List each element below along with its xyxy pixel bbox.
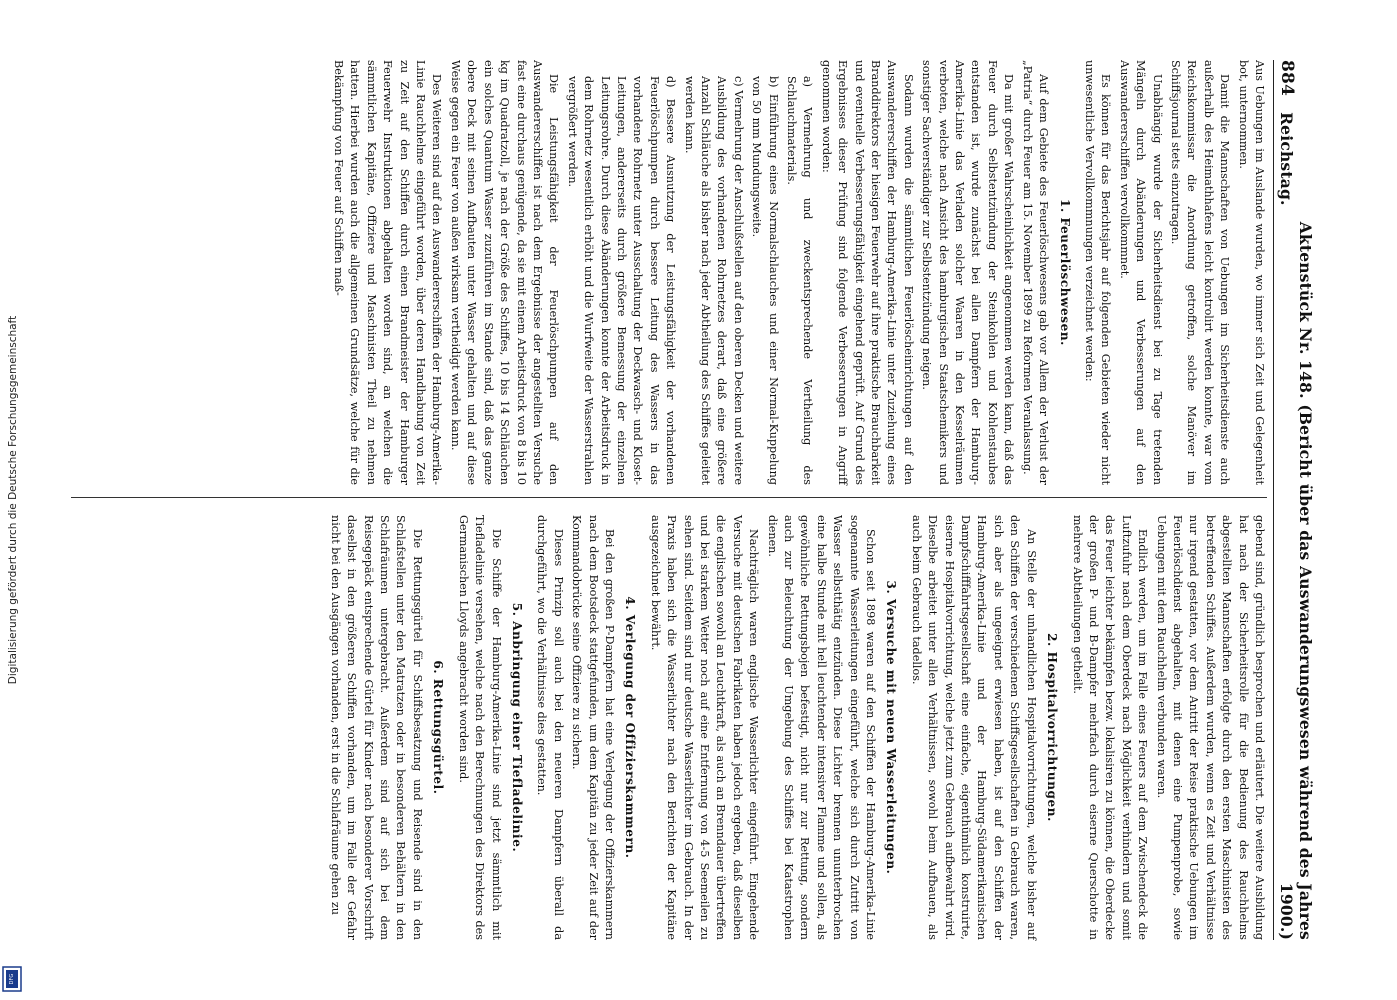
paragraph: Damit die Mannschaften von Uebungen im Sicherheitsdienste auch außerhalb des Heimathhafens leicht kontrolirt werden konnte, war vom Reichskommissar die Anordnung getroffen, solche Manöver im Schiffsjournal stets einzutragen. <box>1168 60 1232 485</box>
list-item: a) Vermehrung und zweckentsprechende Vertheilung des Schlauchmaterials. <box>785 76 815 485</box>
paragraph: Da mit großer Wahrscheinlichkeit angenommen werden kann, daß das Feuer durch Selbstentzündung der Steinkohlen und Kohlenstaubes entstanden ist, wurde zunächst bei allen Dampfern der Hamburg-Amerika-Linie das Verladen solcher Waaren in den Kesselräumen verboten, welche nach Ansicht des hamburgischen Staatschemikers und sonstiger Sachverständiger zur Selbstentzündung neigen. <box>920 60 1016 485</box>
digitization-credit-strip <box>0 0 26 1000</box>
paragraph: Dieses Prinzip soll auch bei den neueren Dampfern überall da durchgeführt, wo die Verhältnisse dies gestatten. <box>535 515 565 940</box>
page-header <box>1273 60 1315 940</box>
header-title: Aktenstück Nr. 148. (Bericht über das Auswanderungswesen während des Jahres 1900.) <box>1277 221 1315 940</box>
paragraph: Die Rettungsgürtel für Schiffsbesatzung und Reisende sind in den Schlafstellen unter den Matratzen oder in besonderen Behältern in den Schlafräumen untergebracht. Außerdem sind auf sich bei dem Reisegepäck entsprechende Gürtel für Kinder nach besonderer Vorschrift daselbst in den größeren Schiffen vorhanden, um im Falle der Gefahr nicht bei den Ausgängen vorhanden, erst in die Schlafräume gehen zu <box>328 515 424 940</box>
paragraph: Aus Uebungen im Auslande wurden, wo immer sich Zeit und Gelegenheit bot, unternommen. <box>1236 60 1266 485</box>
digitization-credit-text: Digitalisierung gefördert durch die Deutsche Forschungsgemeinschaft <box>7 315 19 685</box>
paragraph: Unabhängig wurde der Sicherheitsdienst bei zu Tage tretenden Mängeln durch Abänderungen und Verbesserungen auf den Auswandererschiffen vervollkommnet. <box>1117 60 1164 485</box>
section-heading: 6. Rettungsgürtel. <box>431 660 446 795</box>
section-heading: 4. Verlegung der Offizierskammern. <box>623 596 638 859</box>
page-number: 884 <box>1277 60 1297 97</box>
paragraph: Sodann wurden die sämmtlichen Feuerlöscheinrichtungen auf den Auswandererschiffen der Hamburg-Amerika-Linie unter Zuziehung eines Branddirektors der hiesigen Feuerwehr auf ihre praktische Brauchbarkeit und eventuelle Verbesserungsfähigkeit eingehend geprüft. Auf Grund des Ergebnisses dieser Prüfung sind folgende Verbesserungen in Angriff genommen worden: <box>819 60 915 485</box>
paragraph: Die Leistungsfähigkeit der Feuerlöschpumpen auf den Auswandererschiffen ist nach dem Ergebnisse der angestellten Versuche fast eine durchaus genügende, da sie mit einem Arbeitsdruck von 8 bis 10 kg im Quadratzoll, je nach der Größe des Schiffes, 10 bis 14 Schläuchen ein solches Quantum Wasser zuzuführen im Stande sind, daß das ganze obere Deck mit seinen Aufbauten unter Wasser gehalten und auf diese Weise gegen ein Feuer von außen wirksam vertheidigt werden kann. <box>448 60 561 485</box>
section-heading: 5. Anbringung einer Tiefladelinie. <box>509 602 524 853</box>
paragraph: Endlich werden, um im Falle eines Feuers auf dem Zwischendeck die Luftzufuhr nach dem Oberdeck nach Möglichkeit verhindern und somit das Feuer leichter bekämpfen bezw. lokalisiren zu können, die Oberdecke der großen P- und B-Dampfer mehrfach durch eiserne Querschotte in mehrere Abtheilungen getheilt. <box>1070 515 1150 940</box>
dfg-logo-icon <box>2 966 22 992</box>
paragraph: gebend sind, gründlich besprochen und erläutert. Die weitere Ausbildung hat nach der Sicherheitsrolle für die Bedienung des Rauchhelms abgestellten Mannschaften erfolgte durch den ersten Maschinisten des betreffenden Schiffes. Außerdem wurden, wenn es Zeit und Verhältnisse nur irgend gestatten, vor dem Antritt der Reise praktische Uebungen im Feuerlöschdienst abgehalten, mit denen eine Pumpenprobe, sowie Uebungen mit dem Rauchhelm verbunden waren. <box>1154 515 1266 940</box>
paragraph: Auf dem Gebiete des Feuerlöschwesens gab vor Allem der Verlust der „Patria“ durch Feuer am 15. November 1899 zu Reformen Veranlassung. <box>1020 60 1051 485</box>
left-column <box>328 60 1267 485</box>
list-item: b) Einführung eines Normalschlauches und einer Normal-Kuppelung von 50 mm Mundungsweite. <box>750 76 780 485</box>
document-page <box>61 50 1315 950</box>
paragraph: Bei den großen P-Dampfern hat eine Verlegung der Offizierskammern nach dem Bootsdeck stattgefunden, um dem Kapitän zu jeder Zeit auf der Kommandobrücke seine Offiziere zu sichern. <box>570 515 616 940</box>
paragraph: Des Weiteren sind auf den Auswandererschiffen der Hamburg-Amerika-Linie Rauchhelme eingeführt worden, über deren Handhabung von Zeit zu Zeit auf den Schiffen durch einen Brandmeister der Hamburger Feuerwehr Instruktionen abgehalten worden sind, an welchen die sämmtlichen Kapitäne, Offiziere und Maschinisten Theil zu nehmen hatten. Hierbei wurden auch die allgemeinen Grundsätze, welche für die Bekämpfung von Feuer auf Schiffen maß- <box>332 60 444 485</box>
scanned-page-area <box>56 40 1316 960</box>
paragraph: Es können für das Berichtsjahr auf folgenden Gebieten wieder nicht unwesentliche Vervollkommnungen verzeichnet werden: <box>1082 60 1113 485</box>
list-item: c) Vermehrung der Anschlußstellen auf den oberen Decken und weitere Ausbildung des vorhandenen Rohrnetzes derart, daß eine größere Anzahl Schläuche als bisher nach jeder Abtheilung des Schiffes geleitet werden kann. <box>682 76 745 485</box>
section-heading: 1. Feuerlöschwesen. <box>1057 199 1072 346</box>
section-heading: 2. Hospitalvorrichtungen. <box>1045 633 1060 822</box>
dfg-logo-text: DFG <box>9 973 15 985</box>
section-heading: 3. Versuche mit neuen Wasserleitungen. <box>884 580 899 875</box>
paragraph: Nachträglich waren englische Wasserlichter eingeführt. Eingehende Versuche mit deutschen Fabrikaten haben jedoch ergeben, daß dieselben die englischen sowohl an Leuchtkraft, als auch an Brenndauer übertreffen und bei starkem Wetter noch auf eine Entfernung von 4-5 Seemeilen zu sehen sind. Seitdem sind nur deutsche Wasserlichter im Gebrauch. In der Praxis haben sich die Wasserlichter nach den Berichten der Kapitäne ausgezeichnet bewährt. <box>648 515 761 940</box>
header-section: Reichstag. <box>1277 112 1296 206</box>
column-divider <box>71 497 1267 498</box>
right-column <box>324 515 1267 940</box>
paragraph: Die Schiffe der Hamburg-Amerika-Linie sind jetzt sämmtlich mit Tiefladelinie versehen, welche nach den Berechnungen des Direktors des Germanischen Lloyds angebracht worden sind. <box>456 515 503 940</box>
paragraph: An Stelle der unhandlichen Hospitalvorrichtungen, welche bisher auf den Schiffen der verschiedenen Schiffsgesellschaften in Gebrauch waren, sich aber als ungeeignet erwiesen haben, ist auf den Schiffen der Hamburg-Amerika-Linie und der Hamburg-Südamerikanischen Dampfschifffahrtsgesellschaft eine einfache, eigenthümlich konstruirte, eiserne Hospitalvorrichtung, welche jetzt zum Gebrauch aufbewahrt wird. Dieselbe arbeitet unter allen Verhältnissen, sowohl beim Aufbauen, als auch beim Gebrauch tadellos. <box>909 515 1038 940</box>
paragraph: Schon seit 1898 waren auf den Schiffen der Hamburg-Amerika-Linie sogenannte Wasserleitungen eingeführt, welche sich durch Zutritt von Wasser selbstthätig entzünden. Diese Lichter brennen ununterbrochen eine halbe Stunde mit hell leuchtender intensiver Flamme und sollen, als gewöhnliche Rettungsbojen befestigt, nicht nur zur Rettung, sondern auch zur Beleuchtung der Umgebung des Schiffes bei Katastrophen dienen. <box>765 515 878 940</box>
list-item: d) Bessere Ausnutzung der Leistungsfähigkeit der vorhandenen Feuerlöschpumpen durch bessere Leitung des Wassers in das vorhandene Rohrnetz unter Ausschaltung der Deckwasch- und Kloset-Leitungen, andererseits durch größere Bemessung der einzelnen Leitungsrohre. Durch diese Abänderungen konnte der Arbeitsdruck in dem Rohrnetz wesentlich erhöht und die Wurfweite der Wasserstrahlen vergrößert werden. <box>565 76 678 485</box>
